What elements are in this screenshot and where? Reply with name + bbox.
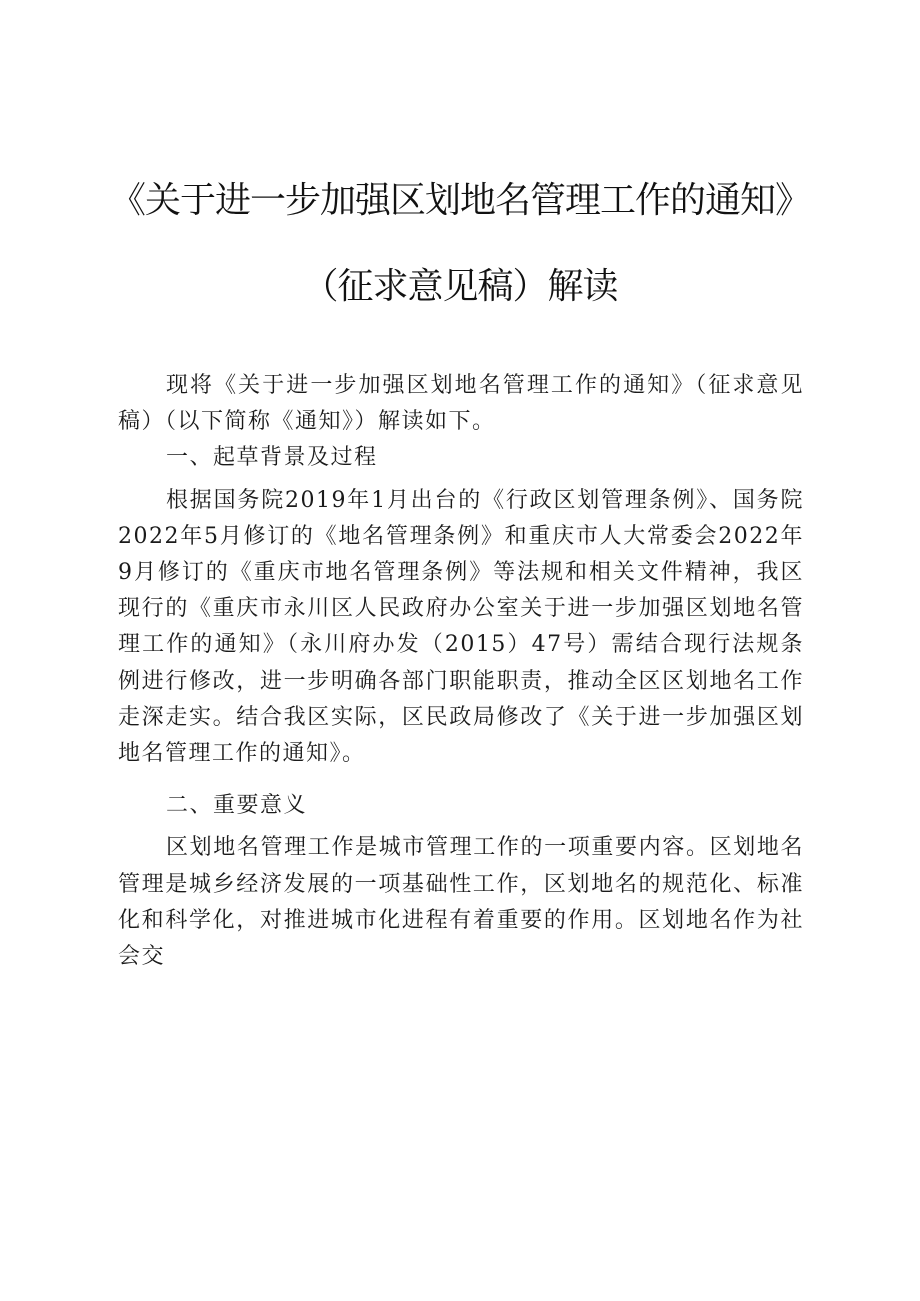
section-1-paragraph: 根据国务院2019年1月出台的《行政区划管理条例》、国务院2022年5月修订的《地名管理条例》和重庆市人大常委会2022年9月修订的《重庆市地名管理条例》等法规和相关文件精神，我区现行的《重庆市永川区人民政府办公室关于进一步加强区划地名管理工作的通知》（永川府办发（2015）47号）需结合现行法规条例进行修改，进一步明确各部门职能职责，推动全区区划地名工作走深走实。结合我区实际，区民政局修改了《关于进一步加强区划地名管理工作的通知》。 xyxy=(118,487,804,767)
document-title-line-1: 《关于进一步加强区划地名管理工作的通知》 xyxy=(109,180,810,221)
intro-paragraph: 现将《关于进一步加强区划地名管理工作的通知》（征求意见稿）（以下简称《通知》）解读如下。 xyxy=(118,373,804,435)
document-body xyxy=(118,368,804,975)
section-2-paragraph: 区划地名管理工作是城市管理工作的一项重要内容。区划地名管理是城乡经济发展的一项基础性工作，区划地名的规范化、标准化和科学化，对推进城市化进程有着重要的作用。区划地名作为社会交 xyxy=(118,835,804,970)
section-2-heading: 二、重要意义 xyxy=(166,793,308,819)
section-1-heading: 一、起草背景及过程 xyxy=(166,445,378,471)
document-title-line-2: （征求意见稿）解读 xyxy=(302,266,618,307)
